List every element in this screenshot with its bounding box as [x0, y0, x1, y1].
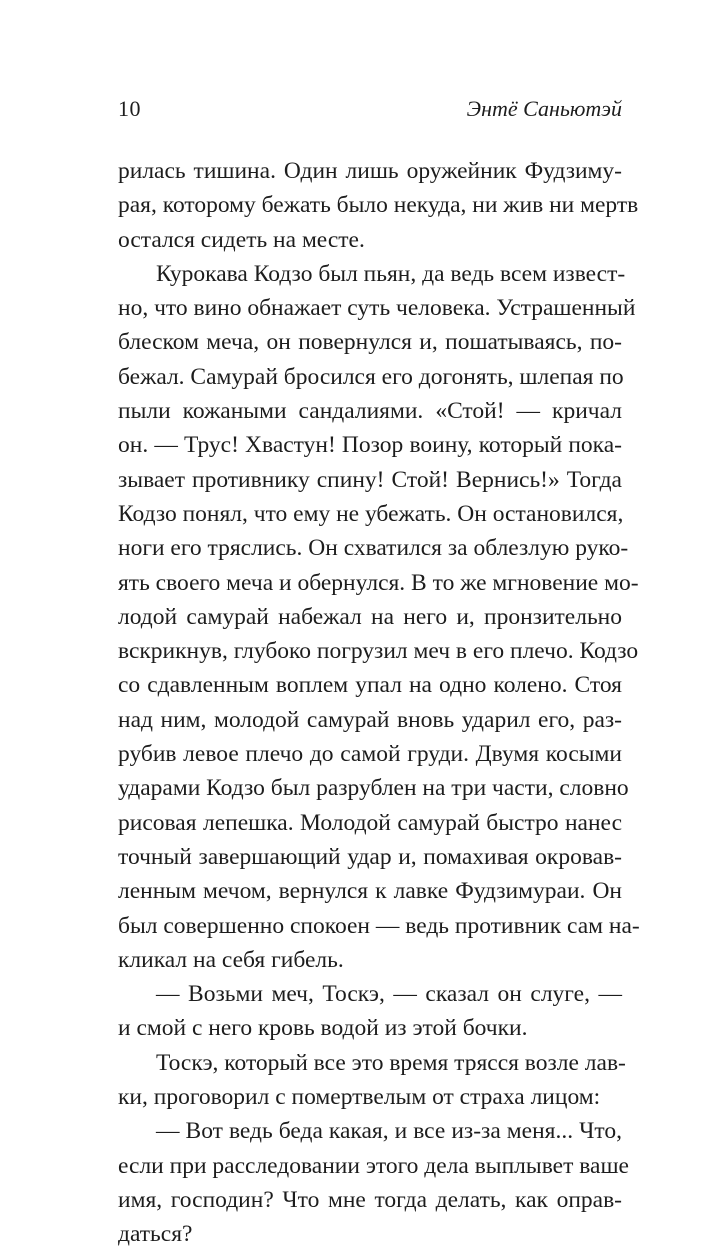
text-line: над ним, молодой самурай вновь ударил его, раз- [118, 706, 622, 733]
text-line: если при расследовании этого дела выплывет ваше [118, 1152, 629, 1179]
text-line: Курокава Кодзо был пьян, да ведь всем извест- [156, 260, 626, 287]
text-line: рубив левое плечо до самой груди. Двумя косыми [118, 741, 622, 768]
text-line: рилась тишина. Один лишь оружейник Фудзиму- [118, 158, 622, 184]
text-line: ударами Кодзо был разрублен на три части, словно [118, 775, 629, 802]
text-line: рисовая лепешка. Молодой самурай быстро нанес [118, 809, 622, 836]
text-line: вскрикнув, глубоко погрузил меч в его плечо. Кодзо [118, 638, 639, 665]
text-line: Тоскэ, который все это время трясся возле лав- [156, 1049, 626, 1076]
text-line: ки, проговорил с помертвелым от страха лицом: [118, 1084, 601, 1111]
text-line: ять своего меча и обернулся. В то же мгновение мо- [118, 569, 639, 596]
text-line: со сдавленным воплем упал на одно колено. Стоя [118, 672, 622, 699]
text-line: имя, господин? Что мне тогда делать, как оправ- [118, 1186, 622, 1213]
text-line: блеском меча, он повернулся и, пошатываясь, по- [118, 329, 622, 356]
body-text [118, 154, 640, 1252]
text-line: был совершенно спокоен — ведь противник сам на- [118, 912, 640, 939]
running-head [118, 98, 622, 138]
text-line: рая, которому бежать было некуда, ни жив ни мертв [118, 192, 639, 219]
book-page [118, 96, 640, 1252]
page-number: 10 [118, 96, 141, 121]
text-line: — Возьми меч, Тоскэ, — сказал он слуге, — [156, 981, 622, 1008]
text-line: он. — Трус! Хвастун! Позор воину, который пока- [118, 432, 622, 459]
text-line: и смой с него кровь водой из этой бочки. [118, 1015, 528, 1042]
text-line: кликал на себя гибель. [118, 946, 344, 973]
text-line: бежал. Самурай бросился его догонять, шлепая по [118, 363, 624, 390]
text-line: — Вот ведь беда какая, и все из-за меня... Что, [156, 1118, 622, 1145]
text-line: зывает противнику спину! Стой! Вернись!» Тогда [118, 466, 622, 493]
text-line: Кодзо понял, что ему не убежать. Он остановился, [118, 500, 624, 527]
text-line: но, что вино обнажает суть человека. Устрашенный [118, 295, 636, 322]
text-line: пыли кожаными сандалиями. «Стой! — кричал [118, 398, 622, 425]
text-line: ноги его тряслись. Он схватился за облезлую руко- [118, 535, 629, 562]
text-line: ленным мечом, вернулся к лавке Фудзимураи. Он [118, 878, 622, 905]
text-line: остался сидеть на месте. [118, 226, 365, 253]
running-title: Энтё Саньютэй [466, 96, 622, 121]
text-line: точный завершающий удар и, помахивая окровав- [118, 843, 622, 870]
text-line: лодой самурай набежал на него и, пронзительно [118, 603, 622, 630]
text-line: даться? [118, 1221, 193, 1248]
